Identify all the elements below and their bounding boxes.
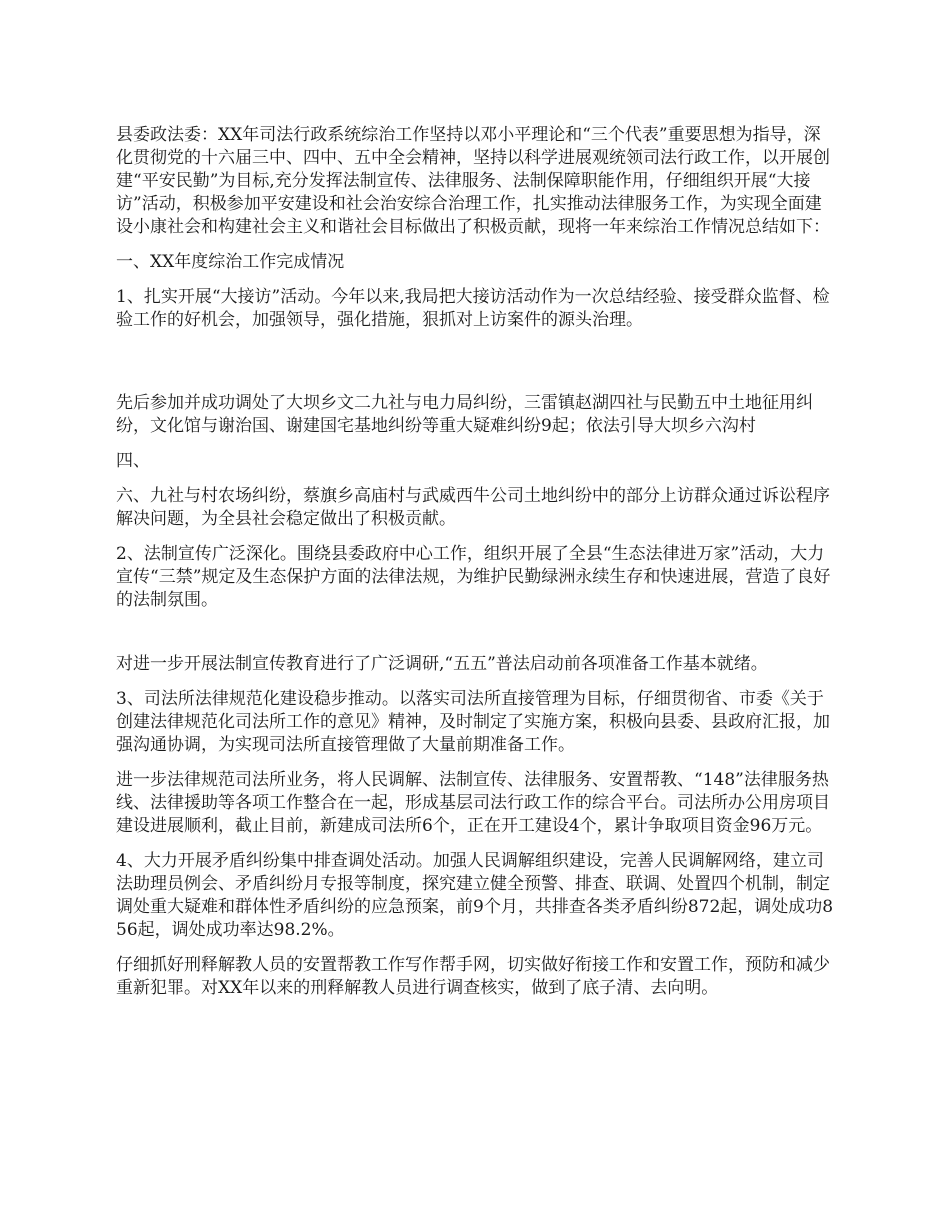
intro-paragraph: 县委政法委：XX年司法行政系统综治工作坚持以邓小平理论和“三个代表”重要思想为指导，深化贯彻党的十六届三中、四中、五中全会精神，坚持以科学进展观统领司法行政工作，以开展创建“平安民勤”为目标,充分发挥法制宣传、法律服务、法制保障职能作用，仔细组织开展“大接访”活动，积极参加平安建设和社会治安综合治理工作，扎实推动法律服务工作，为实现全面建设小康社会和构建社会主义和谐社会目标做出了积极贡献，现将一年来综治工作情况总结如下： — [116, 125, 830, 237]
blank-gap — [116, 332, 836, 392]
section-heading: 一、XX年度综治工作完成情况 — [116, 252, 345, 272]
paragraph-item-2: 2、法制宣传广泛深化。围绕县委政府中心工作，组织开展了全县“生态法律进万家”活动，大力宣传“三禁”规定及生态保护方面的法律法规，为维护民勤绿洲永续生存和快速进展，营造了良好的法制氛围。 — [116, 544, 831, 610]
paragraph-legal-education: 对进一步开展法制宣传教育进行了广泛调研,“五五”普法启动前各项准备工作基本就绪。 — [116, 654, 768, 674]
paragraph-item-4: 4、大力开展矛盾纠纷集中排查调处活动。加强人民调解组织建设，完善人民调解网络，建立司法助理员例会、矛盾纠纷月专报等制度，探究建立健全预警、排查、联调、处置四个机制，制定调处重大疑难和群体性矛盾纠纷的应急预案，前9个月，共排查各类矛盾纠纷872起，调处成功856起，调处成功率达98.2%。 — [116, 851, 834, 940]
paragraph-justice-offices: 进一步法律规范司法所业务，将人民调解、法制宣传、法律服务、安置帮教、“148”法律服务热线、法律援助等各项工作整合在一起，形成基层司法行政工作的综合平台。司法所办公用房项目建设进展顺利，截止目前，新建成司法所6个，正在开工建设4个，累计争取项目资金96万元。 — [116, 770, 830, 836]
paragraph-fragment: 四、 — [116, 451, 150, 471]
paragraph-petitions: 六、九社与村农场纠纷，蔡旗乡高庙村与武威西牛公司土地纠纷中的部分上访群众通过诉讼程序解决问题，为全县社会稳定做出了积极贡献。 — [116, 486, 830, 529]
paragraph-resettlement: 仔细抓好刑释解教人员的安置帮教工作写作帮手网，切实做好衔接工作和安置工作，预防和减少重新犯罪。对XX年以来的刑释解教人员进行调查核实，做到了底子清、去向明。 — [116, 955, 830, 998]
document-page — [116, 124, 836, 1012]
blank-gap — [116, 612, 836, 653]
paragraph-item-3: 3、司法所法律规范化建设稳步推动。以落实司法所直接管理为目标，仔细贯彻省、市委《关于创建法律规范化司法所工作的意见》精神，及时制定了实施方案，积极向县委、县政府汇报，加强沟通协调，为实现司法所直接管理做了大量前期准备工作。 — [116, 689, 830, 755]
paragraph-disputes: 先后参加并成功调处了大坝乡文二九社与电力局纠纷，三雷镇赵湖四社与民勤五中土地征用纠纷，文化馆与谢治国、谢建国宅基地纠纷等重大疑难纠纷9起；依法引导大坝乡六沟村 — [116, 393, 813, 436]
paragraph-item-1: 1、扎实开展“大接访”活动。今年以来,我局把大接访活动作为一次总结经验、接受群众监督、检验工作的好机会，加强领导，强化措施，狠抓对上访案件的源头治理。 — [116, 287, 830, 330]
